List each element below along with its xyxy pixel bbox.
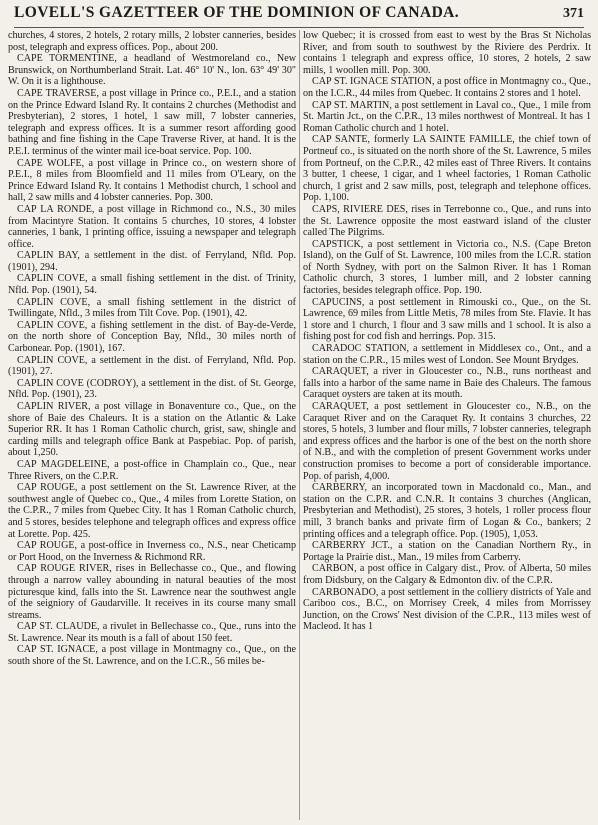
gazetteer-entry: CAP ST. CLAUDE, a rivulet in Bellechasse co., Que., runs into the St. Lawrence. Near its mouth is a fall of about 150 feet. [8, 621, 296, 644]
gazetteer-entry: CARBONADO, a post settlement in the colliery districts of Yale and Cariboo cos., B.C., on Morrisey Creek, 4 miles from Morrissey Junction, on the Crows' Nest division of the C.P.R., 113 miles west of Macleod. It has 1 [303, 586, 591, 633]
gazetteer-entry: CAP ROUGE, a post-office in Inverness co., N.S., near Cheticamp or Port Hood, on the Inverness & Richmond RR. [8, 540, 296, 563]
gazetteer-entry: low Quebec; it is crossed from east to west by the Bras St Nicholas River, and from south to southwest by the Riviere des Perdrix. It contains 1 telegraph and express office, 10 stores, 2 hotels, 2 saw mills, 1 woollen mill. Pop. 300. [303, 30, 591, 76]
gazetteer-entry: CARBERRY JCT., a station on the Canadian Northern Ry., in Portage la Prairie dist., Man., 19 miles from Carberry. [303, 540, 591, 563]
column-divider [299, 30, 300, 820]
gazetteer-entry: CAP MAGDELEINE, a post-office in Champlain co., Que., near Three Rivers, on the C.P.R. [8, 458, 296, 482]
gazetteer-entry: CAPLIN BAY, a settlement in the dist. of Ferryland, Nfld. Pop. (1901), 294. [8, 250, 296, 273]
header-rule [14, 27, 584, 28]
gazetteer-entry: CAPLIN COVE, a fishing settlement in the dist. of Bay-de-Verde, on the north shore of Conception Bay, Nfld., 30 miles north of Carbonear. Pop. (1901), 167. [8, 319, 296, 355]
gazetteer-entry: CAPLIN COVE (CODROY), a settlement in the dist. of St. George, Nfld. Pop. (1901), 23. [8, 377, 296, 401]
gazetteer-entry: CAP ROUGE RIVER, rises in Bellechasse co., Que., and flowing through a narrow valley abounding in natural beauties of the most picturesque kind, falls into the St. Lawrence near the southwest angle of the seigniory of Gaudarville. It receives in its course many small streams. [8, 563, 296, 621]
gazetteer-entry: CARAQUET, a river in Gloucester co., N.B., runs northeast and falls into a harbor of the same name in Baie des Chaleurs. The famous Caraquet oysters are taken at its mouth. [303, 366, 591, 401]
gazetteer-entry: CAPE WOLFE, a post village in Prince co., on western shore of P.E.I., 8 miles from Bloomfield and 11 miles from O'Leary, on the Prince Edward Island Ry. It contains 1 Methodist church, 1 school and hall, 2 saw mills and 4 lobster canneries. Pop. 300. [8, 157, 296, 204]
gazetteer-entry: CARAQUET, a post settlement in Gloucester co., N.B., on the Caraquet River and on the Caraquet Ry. It contains 3 churches, 22 stores, 5 hotels, 3 lumber and flour mills, 7 lobster canneries, telegraph and express offices and the harbor is one of the best on the north shore of N.B., and with the completion of present Government works under construction promises to become a port of considerable importance. Pop. of parish, 4,000. [303, 401, 591, 482]
gazetteer-entry: CAPS, RIVIERE DES, rises in Terrebonne co., Que., and runs into the St. Lawrence opposite the most eastward island of the cluster called The Pilgrims. [303, 203, 591, 239]
gazetteer-entry: CAP LA RONDE, a post village in Richmond co., N.S., 30 miles from Macintyre Station. It contains 5 churches, 10 stores, 4 lobster canneries, 1 bank, 1 printing office, issuing a newspaper and telegraph office. [8, 203, 296, 250]
left-column [8, 30, 296, 820]
running-title: LOVELL'S GAZETTEER OF THE DOMINION OF CANADA. [14, 4, 460, 21]
gazetteer-entry: CAP ST. IGNACE, a post village in Montmagny co., Que., on the south shore of the St. Lawrence, and on the I.C.R., 56 miles be- [8, 644, 296, 668]
gazetteer-entry: CAPLIN COVE, a settlement in the dist. of Ferryland, Nfld. Pop. (1901), 27. [8, 354, 296, 378]
gazetteer-entry: CAP ROUGE, a post settlement on the St. Lawrence River, at the southwest angle of Quebec co., Que., 4 miles from Lorette Station, on the C.P.R., 7 miles from Quebec City. It has 1 Roman Catholic church, and 5 stores, besides telephone and telegraph offices and express office at Lorette. Pop. 425. [8, 482, 296, 540]
gazetteer-entry: CAP ST. IGNACE STATION, a post office in Montmagny co., Que., on the I.C.R., 44 miles from Quebec. It contains 2 stores and 1 hotel. [303, 76, 591, 99]
gazetteer-entry: CARBERRY, an incorporated town in Macdonald co., Man., and station on the C.P.R. and C.N.R. It contains 3 churches (Anglican, Presbyterian and Methodist), 25 stores, 3 hotels, 1 roller process flour mill, 3 branch banks and private firm of Logan & Co., bankers; 2 printing offices and a telegraph office. Pop. (1905), 1,053. [303, 482, 591, 540]
page-number: 371 [563, 6, 584, 21]
gazetteer-entry: CAPLIN RIVER, a post village in Bonaventure co., Que., on the shore of Baie des Chaleurs. It is a station on the Atlantic & Lake Superior RR. It has 1 Roman Catholic church, grist, saw, shingle and carding mills and telegraph office Bank at Paspebiac. Pop. of parish, about 1,250. [8, 401, 296, 459]
page-header [14, 4, 584, 24]
right-column [303, 30, 591, 820]
gazetteer-entry: CAP SANTE, formerly LA SAINTE FAMILLE, the chief town of Portneuf co., is situated on the north shore of the St. Lawrence, 5 miles from Portneuf, on the C.P.R., 42 miles east of Three Rivers. It contains 3 butter, 1 cheese, 1 cigar, and 1 wheel factories, 1 Roman Catholic church, 1 grist and 2 saw mills, post, telegraph and telephone offices. Pop. 1,100. [303, 134, 591, 204]
gazetteer-entry: CARBON, a post office in Calgary dist., Prov. of Alberta, 50 miles from Didsbury, on the Calgary & Edmonton div. of the C.P.R. [303, 563, 591, 586]
gazetteer-entry: CAPLIN COVE, a small fishing settlement in the dist. of Trinity, Nfld. Pop. (1901), 54. [8, 273, 296, 297]
gazetteer-entry: CAPSTICK, a post settlement in Victoria co., N.S. (Cape Breton Island), on the Gulf of St. Lawrence, 100 miles from the I.C.R. station of North Sydney, with port on the Salmon River. It has 1 Roman Catholic church, 3 stores, 1 lumber mill, and 2 lobster canning factories, besides telegraph office. Pop. 190. [303, 238, 591, 297]
gazetteer-entry: CAPLIN COVE, a small fishing settlement in the district of Twillingate, Nfld., 3 miles from Tilt Cove. Pop. (1901), 42. [8, 296, 296, 320]
gazetteer-entry: CAPUCINS, a post settlement in Rimouski co., Que., on the St. Lawrence, 69 miles from Little Metis, 78 miles from Ste. Flavie. It has 1 store and 1 church, 1 flour and 3 saw mills and 1 school. It is also a fishing post for cod fish and herrings. Pop. 315. [303, 296, 591, 343]
gazetteer-entry: CARADOC STATION, a settlement in Middlesex co., Ont., and a station on the C.P.R., 15 miles west of London. See Mount Brydges. [303, 343, 591, 366]
gazetteer-entry: CAPE TRAVERSE, a post village in Prince co., P.E.I., and a station on the Prince Edward Island Ry. It contains 2 churches (Methodist and Presbyterian), 2 stores, 1 hotel, 1 saw mill, 7 lobster canneries, telegraph and express offices. It is a summer resort affording good bathing and fine fishing in the Cape Traverse River, at hand. It is the P.E.I. terminus of the winter mail ice-boat service. Pop. 100. [8, 87, 296, 157]
gazetteer-entry: CAP ST. MARTIN, a post settlement in Laval co., Que., 1 mile from St. Martin Jct., on the C.P.R., 13 miles northwest of Montreal. It has 1 Roman Catholic church and 1 hotel. [303, 99, 591, 134]
gazetteer-entry: CAPE TORMENTINE, a headland of Westmoreland co., New Brunswick, on Northumberland Strait. Lat. 46° 10' N., lon. 63° 49' 30" W. On it is a lighthouse. [8, 53, 296, 88]
gazetteer-entry: churches, 4 stores, 2 hotels, 2 rotary mills, 2 lobster canneries, besides post, telegraph and express offices. Pop., about 200. [8, 30, 296, 53]
